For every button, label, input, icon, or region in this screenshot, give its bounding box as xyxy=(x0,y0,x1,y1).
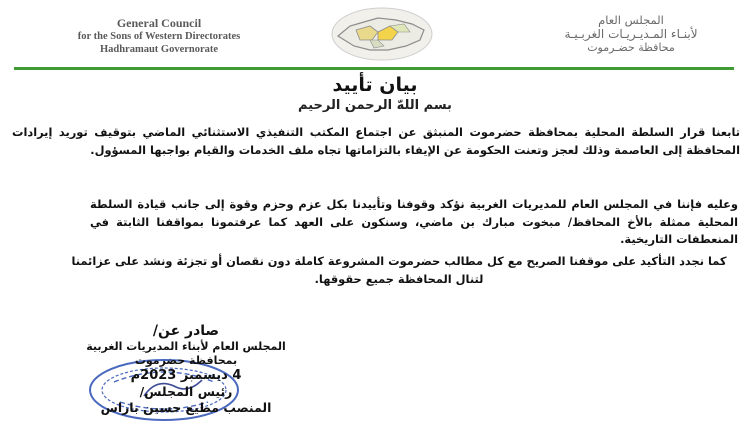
header-arabic-line2: لأبنـاء المـديـريـات الغربـيـة xyxy=(564,27,698,41)
paragraph-3: كما نجدد التأكيد على موقفنا الصريح مع كل مطالب حضرموت المشروعة كاملة دون نقصان أو تجزئة ونشد على عزائمنا لتنال المحافظة جميع حقوقها. xyxy=(71,254,727,286)
header-arabic-line3: محافظة حضـرموت xyxy=(587,41,675,54)
header-arabic xyxy=(526,14,736,54)
paragraph-2: وعليه فإننا في المجلس العام للمديريات الغربية نؤكد وقوفنا وتأييدنا بكل عزم وحزم وقوة إلى جانب قيادة السلطة المحلية ممثلة بالأخ المحافظ/ مبخوت مبارك بن ماضي، وسنكون على العهد كما عرفتمونا بمواقفنا الثابتة في المنعطفات التاريخية. xyxy=(90,197,738,246)
header-arabic-line1: المجلس العام xyxy=(598,13,664,27)
signature-council: المجلس العام لأبناء المديريات الغربية xyxy=(86,340,286,353)
signature-name: المنصب مطيع حسين باراس xyxy=(100,400,272,415)
header-english-line3: Hadhramaut Governorate xyxy=(99,44,219,55)
basmala: بسم اللهّ الرحمن الرحيم xyxy=(298,98,452,113)
signature-date: 4 ديسمبر 2023م xyxy=(130,368,242,383)
hadhramaut-map-logo xyxy=(326,4,438,62)
header-english-line2: for the Sons of Western Directorates xyxy=(77,31,241,42)
issued-by: صادر عن/ xyxy=(152,323,220,339)
paragraph-1: تابعنا قرار السلطة المحلية بمحافظة حضرموت المنبثق عن اجتماع المكتب التنفيذي الاستثنائي الماضي بتوقيف توريد إيرادات المحافظة إلى العاصمة وذلك لعجز وتعنت الحكومة عن الإيفاء بالتزاماتها تجاه ملف الخدمات والقيام بواجبها المسؤول. xyxy=(12,125,740,157)
header-divider xyxy=(14,67,734,70)
document-title: بيان تأييد xyxy=(332,74,418,96)
header-english-line1: General Council xyxy=(116,16,202,30)
signature-governorate: بمحافظة حضرموت xyxy=(134,354,238,367)
header-english xyxy=(28,16,290,56)
signature-block xyxy=(26,322,346,416)
signature-president-title: رئيس المجلس/ xyxy=(139,384,233,399)
